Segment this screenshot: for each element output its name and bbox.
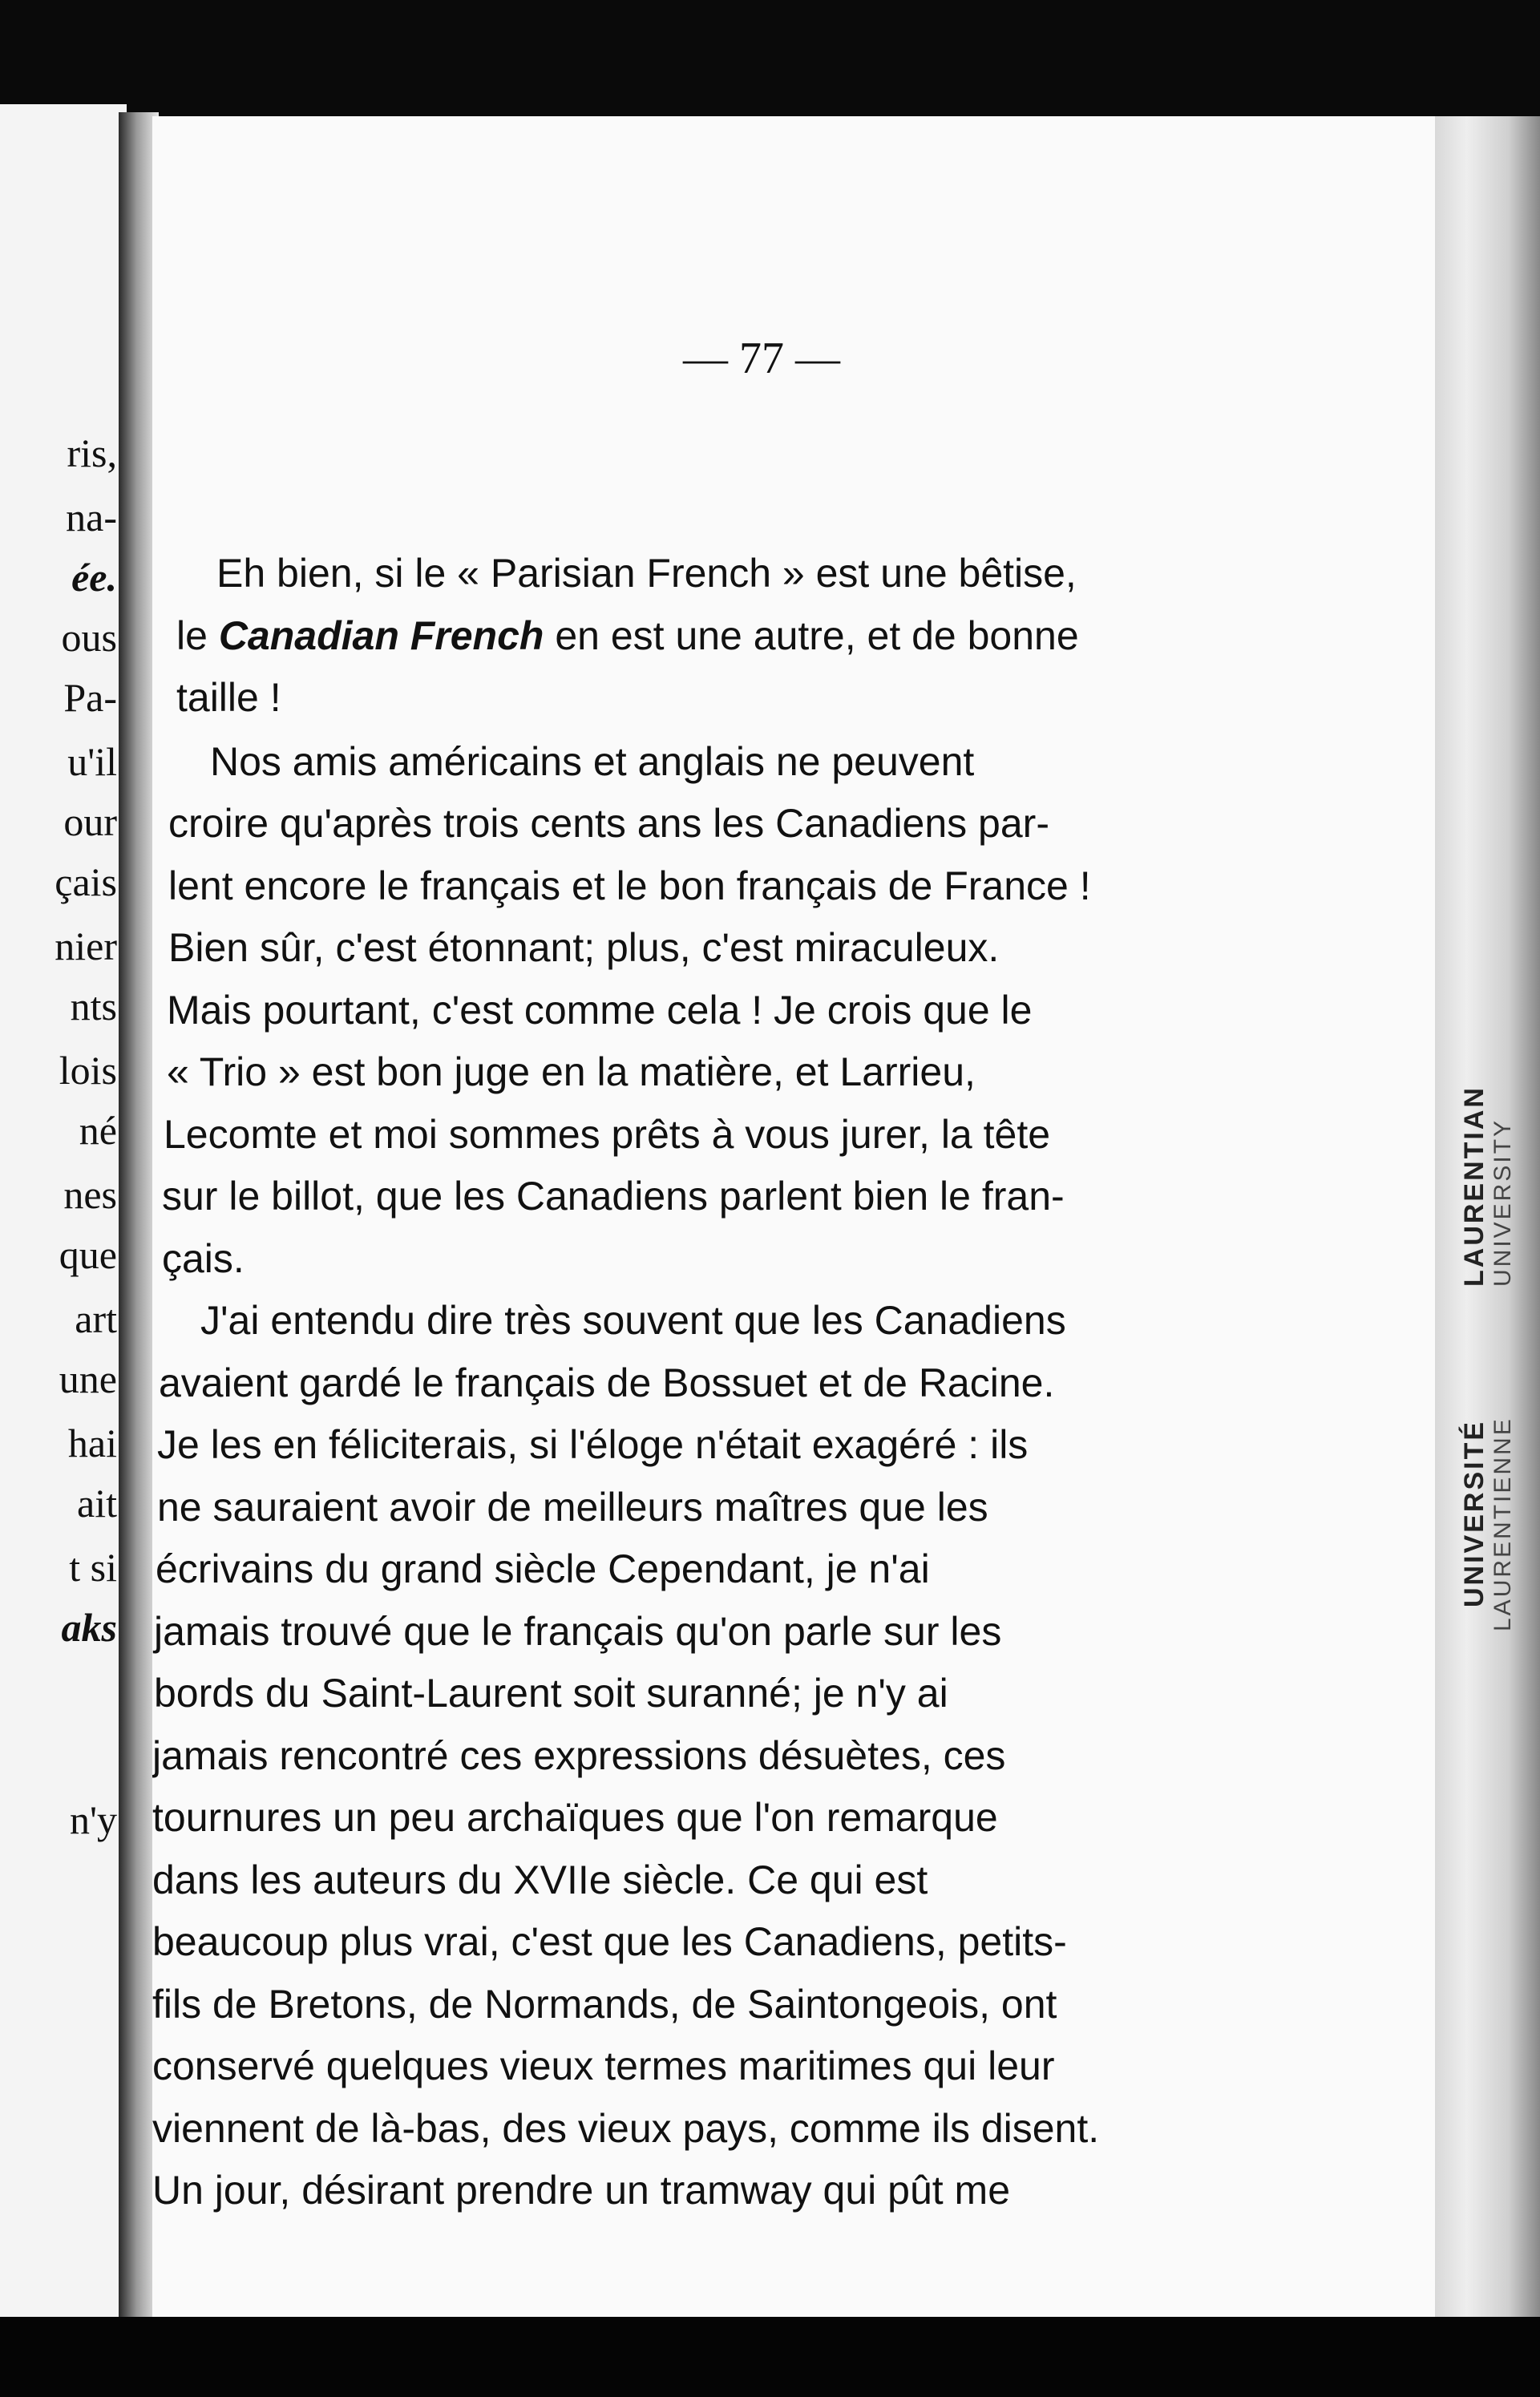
text-line: croire qu'après trois cents ans les Canadiens par- — [168, 801, 1049, 846]
text-line: Je les en féliciterais, si l'éloge n'était exagéré : ils — [157, 1422, 1029, 1467]
left-fragment: ait — [77, 1481, 117, 1526]
left-fragment: u'il — [67, 739, 117, 784]
text-line: sur le billot, que les Canadiens parlent bien le fran- — [162, 1174, 1065, 1219]
text-line: viennent de là-bas, des vieux pays, comme ils disent. — [152, 2106, 1100, 2151]
text-span: le — [176, 613, 219, 658]
text-line: conservé quelques vieux termes maritimes qui leur — [152, 2043, 1055, 2088]
text-line: jamais rencontré ces expressions désuètes, ces — [152, 1733, 1006, 1778]
left-fragment: ée. — [71, 555, 117, 600]
text-line: écrivains du grand siècle Cependant, je n'ai — [156, 1546, 930, 1591]
stamp-text: LAURENTIAN — [1459, 1085, 1489, 1287]
main-page — [152, 116, 1435, 2329]
stamp-text: UNIVERSITÉ — [1459, 1419, 1489, 1607]
left-fragment: nts — [70, 984, 117, 1029]
left-fragment: que — [59, 1232, 117, 1277]
left-fragment: art — [75, 1296, 117, 1341]
left-fragment: na‑ — [66, 495, 117, 540]
left-fragment: Pa- — [63, 675, 117, 720]
left-fragment: our — [63, 799, 117, 844]
text-line: Un jour, désirant prendre un tramway qui pût me — [152, 2168, 1010, 2213]
text-line: taille ! — [176, 675, 281, 720]
text-line: J'ai entendu dire très souvent que les Canadiens — [200, 1298, 1066, 1343]
text-line: fils de Bretons, de Normands, de Saintongeois, ont — [152, 1982, 1057, 2027]
left-fragment: hai — [67, 1421, 117, 1465]
text-line: jamais trouvé que le français qu'on parle sur les — [154, 1609, 1002, 1654]
text-line: Lecomte et moi sommes prêts à vous jurer, la tête — [164, 1112, 1051, 1157]
left-fragment: lois — [59, 1048, 117, 1093]
left-fragment: ris, — [67, 430, 117, 475]
scan-bottom-edge — [0, 2317, 1540, 2397]
text-line: dans les auteurs du XVIIe siècle. Ce qui est — [152, 1857, 928, 1902]
stamp-text: UNIVERSITY — [1489, 1118, 1516, 1287]
left-fragment: né — [79, 1108, 117, 1153]
left-fragment: nier — [55, 924, 117, 968]
text-line: Bien sûr, c'est étonnant; plus, c'est miraculeux. — [168, 925, 1000, 970]
text-line: Eh bien, si le « Parisian French » est une bêtise, — [216, 551, 1077, 596]
left-fragment: n'y — [69, 1797, 117, 1842]
left-fragment: t si — [69, 1545, 117, 1590]
text-line — [176, 613, 1079, 658]
text-line: beaucoup plus vrai, c'est que les Canadiens, petits- — [152, 1919, 1067, 1964]
text-line: Nos amis américains et anglais ne peuvent — [210, 739, 975, 784]
text-line: « Trio » est bon juge en la matière, et Larrieu, — [167, 1049, 976, 1094]
text-line: tournures un peu archaïques que l'on remarque — [152, 1795, 998, 1840]
left-fragment: une — [59, 1356, 117, 1401]
text-span: en est une autre, et de bonne — [544, 613, 1079, 658]
emphasized-text: Canadian French — [218, 613, 544, 658]
page-number: — 77 — — [683, 333, 840, 383]
text-line: Mais pourtant, c'est comme cela ! Je crois que le — [167, 988, 1033, 1033]
binding-strip — [1435, 116, 1540, 2329]
text-line: avaient gardé le français de Bossuet et de Racine. — [159, 1360, 1055, 1405]
left-fragment: aks — [61, 1605, 117, 1650]
text-line: çais. — [162, 1236, 245, 1281]
left-facing-page — [0, 104, 127, 2317]
stamp-text: LAURENTIENNE — [1489, 1417, 1516, 1631]
left-fragment: çais — [55, 859, 117, 904]
text-line: lent encore le français et le bon français de France ! — [168, 863, 1091, 908]
left-fragment: ous — [61, 615, 117, 660]
text-line: ne sauraient avoir de meilleurs maîtres que les — [157, 1485, 988, 1530]
left-fragment: nes — [63, 1172, 117, 1217]
text-line: bords du Saint-Laurent soit suranné; je n'y ai — [154, 1671, 948, 1716]
